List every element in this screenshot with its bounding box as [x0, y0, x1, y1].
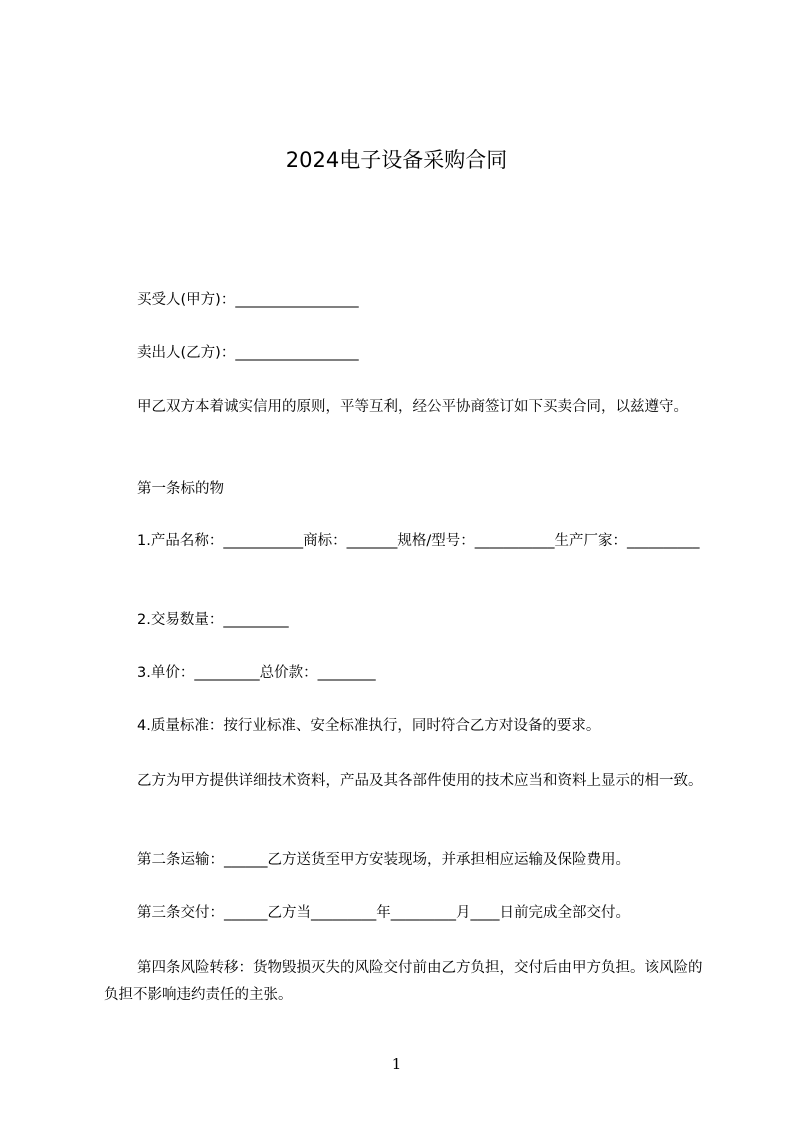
buyer-line: 买受人(甲方)：_________________: [137, 292, 359, 308]
technical-docs-paragraph: 乙方为甲方提供详细技术资料，产品及其各部件使用的技术应当和资料上显示的相一致。: [137, 773, 703, 789]
article-2-transport: 第二条运输：______乙方送货至甲方安装现场，并承担相应运输及保险费用。: [137, 852, 630, 868]
seller-line: 卖出人(乙方)：_________________: [137, 345, 359, 361]
product-name-line: 1.产品名称：___________商标：_______规格/型号：___________生产厂家：__________: [137, 533, 700, 549]
price-line: 3.单价：_________总价款：________: [137, 665, 376, 681]
page-number: 1: [391, 1055, 402, 1073]
document-title: 2024电子设备采购合同: [285, 148, 508, 172]
quality-standard-line: 4.质量标准：按行业标准、安全标准执行，同时符合乙方对设备的要求。: [137, 718, 601, 734]
article-3-delivery: 第三条交付：______乙方当_________年_________月____日前完成全部交付。: [137, 905, 630, 921]
article-4-risk-transfer: 第四条风险转移：货物毁损灭失的风险交付前由乙方负担，交付后由甲方负担。该风险的负担不影响违约责任的主张。: [104, 960, 703, 1003]
preamble-paragraph: 甲乙双方本着诚实信用的原则，平等互利，经公平协商签订如下买卖合同，以兹遵守。: [137, 399, 688, 415]
quantity-line: 2.交易数量：_________: [137, 612, 289, 628]
article-1-heading: 第一条标的物: [137, 481, 224, 497]
